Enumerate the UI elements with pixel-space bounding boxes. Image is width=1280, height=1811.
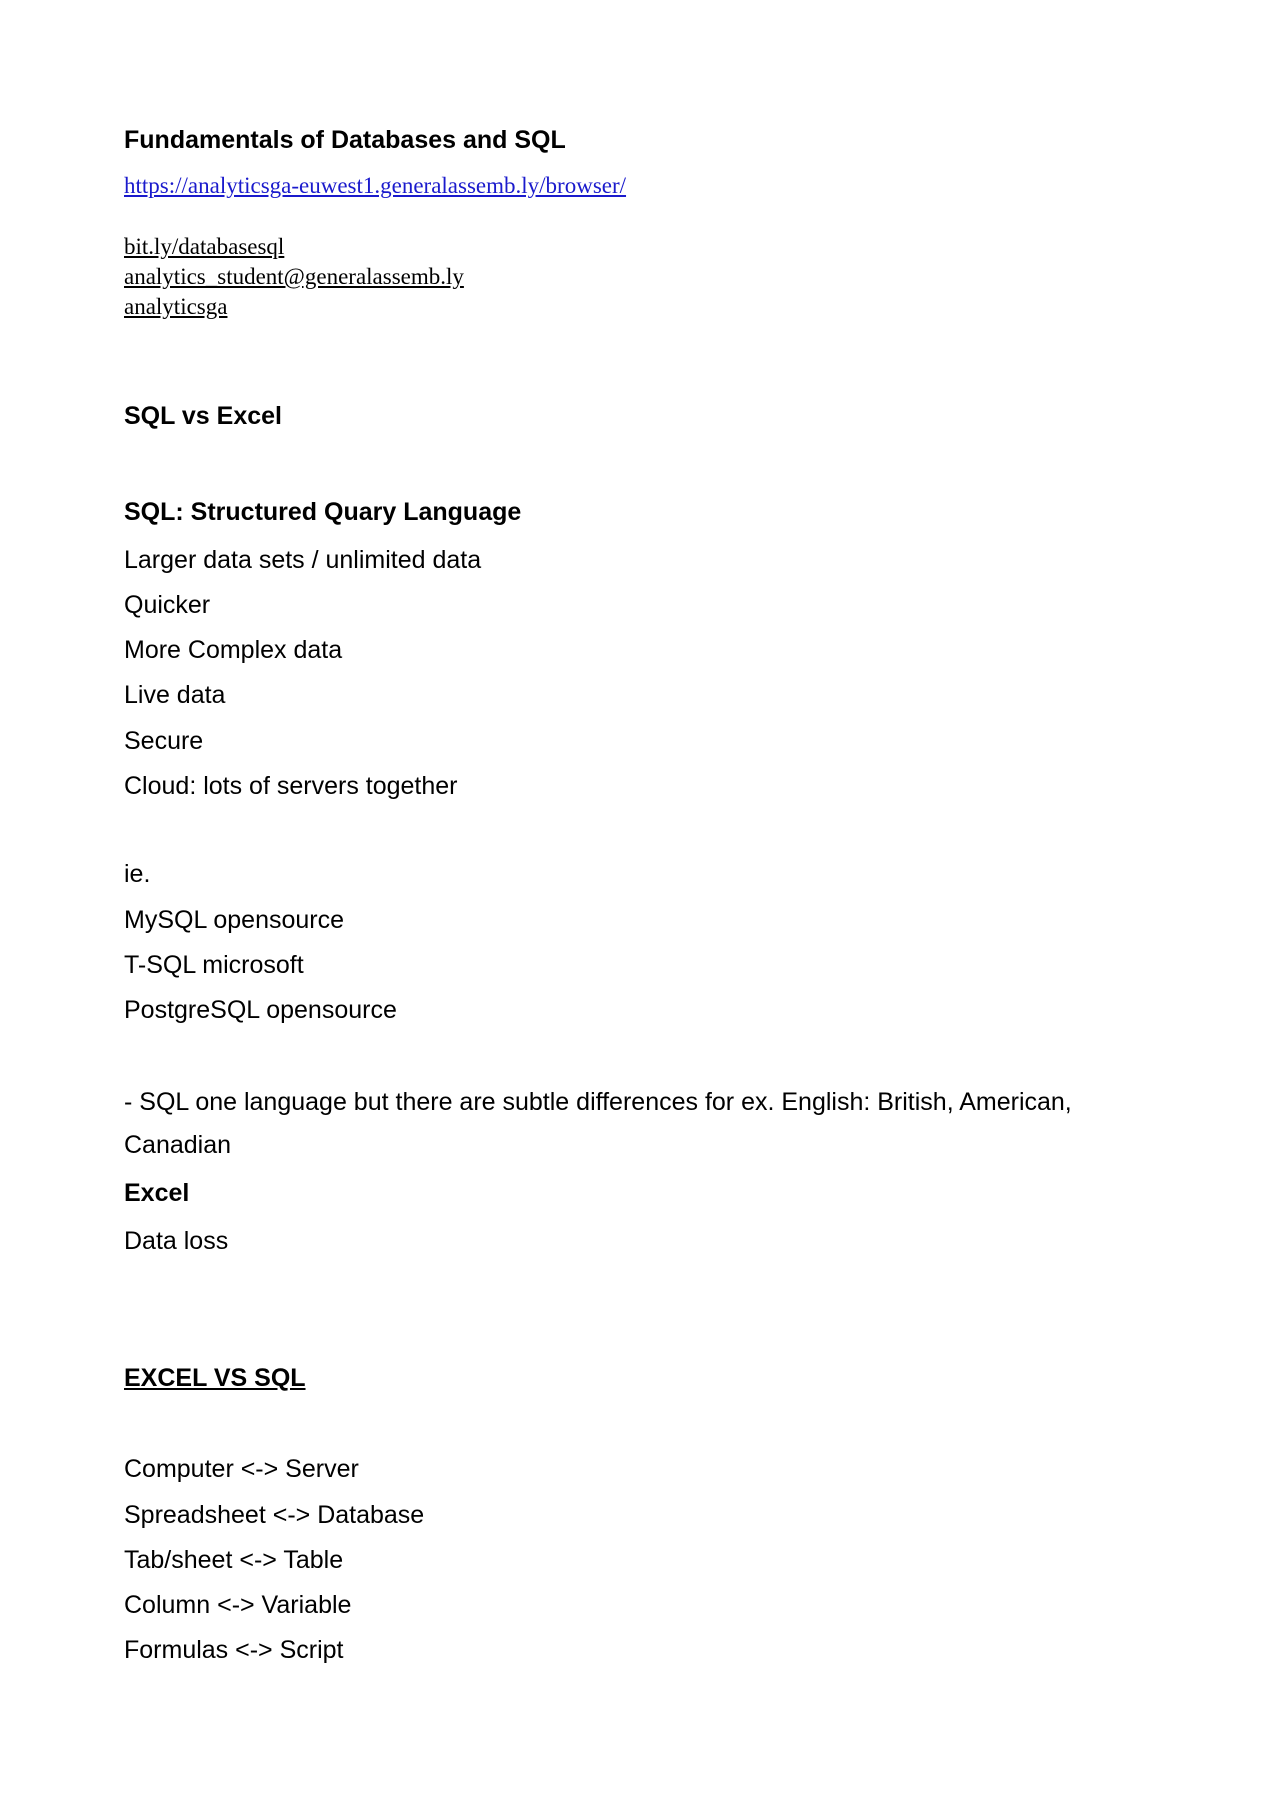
- mapping-item: Formulas <-> Script: [124, 1636, 344, 1664]
- list-item: PostgreSQL opensource: [124, 996, 397, 1024]
- password-text[interactable]: analyticsga: [124, 294, 228, 319]
- mapping-item: Tab/sheet <-> Table: [124, 1546, 344, 1574]
- note-line: Canadian: [124, 1131, 232, 1159]
- list-item: More Complex data: [124, 636, 343, 664]
- note-line: - SQL one language but there are subtle differences for ex. English: British, American,: [124, 1088, 1072, 1116]
- excel-heading: Excel: [124, 1179, 190, 1207]
- list-item: Larger data sets / unlimited data: [124, 546, 482, 574]
- short-link[interactable]: bit.ly/databasesql: [124, 234, 285, 259]
- section-heading-excel-vs-sql: EXCEL VS SQL: [124, 1364, 306, 1392]
- browser-url-link[interactable]: https://analyticsga-euwest1.generalassemb.ly/browser/: [124, 173, 627, 198]
- list-item: Quicker: [124, 591, 211, 619]
- list-item: MySQL opensource: [124, 906, 345, 934]
- list-item: Secure: [124, 727, 204, 755]
- list-item: Cloud: lots of servers together: [124, 772, 458, 800]
- mapping-item: Column <-> Variable: [124, 1591, 352, 1619]
- mapping-item: Spreadsheet <-> Database: [124, 1501, 425, 1529]
- mapping-item: Computer <-> Server: [124, 1455, 359, 1483]
- email-address[interactable]: analytics_student@generalassemb.ly: [124, 264, 464, 289]
- list-item: T-SQL microsoft: [124, 951, 304, 979]
- sql-heading: SQL: Structured Quary Language: [124, 498, 522, 526]
- page-title: Fundamentals of Databases and SQL: [124, 126, 566, 154]
- section-heading-sql-vs-excel: SQL vs Excel: [124, 402, 282, 430]
- list-item: Live data: [124, 681, 226, 709]
- ie-label: ie.: [124, 860, 151, 888]
- list-item: Data loss: [124, 1227, 229, 1255]
